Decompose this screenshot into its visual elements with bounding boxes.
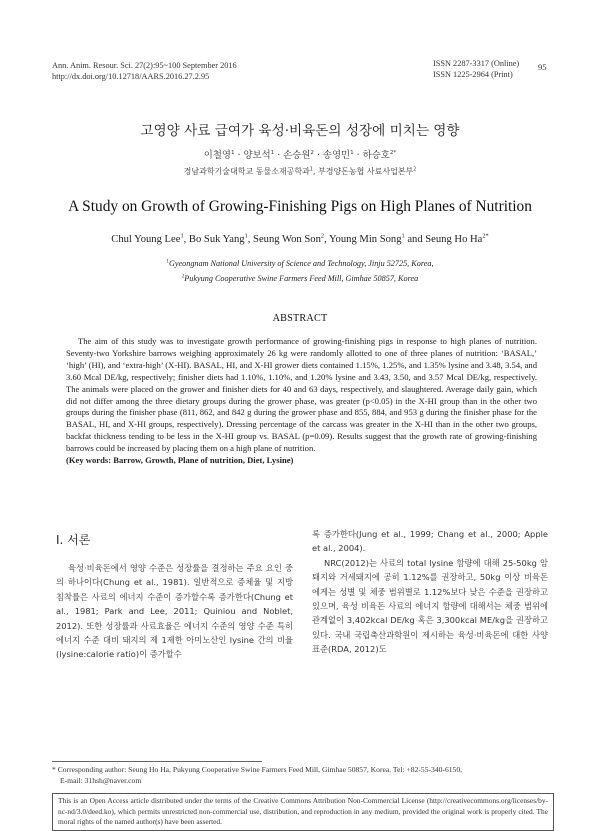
intro-paragraph-1-continued: 록 증가한다(Jung et al., 1999; Chang et al., 2000; Apple et al., 2004). xyxy=(312,529,548,554)
abstract-text: The aim of this study was to investigate growth performance of growing-finishing pigs in response to high planes of nutrition. Seventy-two Yorkshire barrows weighing approximately 26 kg were randomly allotted to one of three planes of nutrition: ‘BASAL,’ ‘high’ (HI), and ‘extra-high’ (X-HI). BASAL, HI, and X-HI grower diets contained 1.15%, 1.25%, and 1.35% lysine and 3.48, 3.54, and 3.60 Mcal DE/kg, respectively; finisher diets had 1.10%, 1.10%, and 1.20% lysine and 3.43, 3.50, and 3.57 Mcal DE/kg, respectively. The animals were placed on the grower and finisher diets for 40 and 63 days, respectively, and slaughtered. Average daily gain, which did not differ among the three dietary groups during the grower phase, was greater (p<0.05) in the X-HI group than in the other two groups during the finisher phase (811, 862, and 842 g during the grower phase and 855, 884, and 953 g during the finisher phase for the BASAL, HI, and X-HI groups, respectively). Dressing percentage of the carcass was greater in the X-HI than in the other two groups, backfat thickness tending to be less in the X-HI group vs. BASAL (p=0.09). Results suggest that the growth rate of growing-finishing barrows could be increased by placing them on a high plane of nutrition. (Key words: Barrow, Growth, Plane of nutrition, Diet, Lysine) xyxy=(66,336,537,466)
author-name: Seung Ho Ha xyxy=(425,234,483,245)
author-name: 송영민 xyxy=(322,150,351,161)
affiliation-mark: 2 xyxy=(181,274,185,280)
author-name: Young Min Song xyxy=(328,234,402,245)
author-affiliation-mark: 1 xyxy=(244,232,248,240)
affiliation-text: Pukyung Cooperative Swine Farmers Feed Mill, Gimhae 50857, Korea xyxy=(184,274,419,283)
author-affiliation-mark: 1 xyxy=(180,232,184,240)
corresponding-author-footnote xyxy=(52,765,552,786)
korean-authors: 이철영$^1$ · 양보석$^1$ · 손승원$^2$ · 송영민$^1$ · 하승호$^{2*}$ xyxy=(203,149,397,161)
affiliation-text: 경남과학기술대학교 동물소재공학과 xyxy=(183,167,310,176)
journal-citation: Ann. Anim. Resour. Sci. 27(2):95~100 September 2016 xyxy=(52,61,237,70)
left-column xyxy=(56,561,293,662)
author-name: Seung Won Son xyxy=(253,234,321,245)
footnote-divider xyxy=(52,761,262,762)
english-authors: Chul Young Lee$^1$, Bo Suk Yang$^1$, Seung Won Son$^2$, Young Min Song$^1$ and Seung Ho $Ha^{2*}$ xyxy=(111,232,489,245)
intro-paragraph-2: NRC(2012)는 사료의 total lysine 함량에 대해 25-50kg 암퇘지와 거세돼지에 공히 1.12%를 권장하고, 50kg 이상 비육돈에게는 성별 및 체중 범위별로 1.12%보다 낮은 수준을 권장하고 있으며, 육성 비육돈 사료의 에너지 함량에 대해서는 체중 범위에 관계없이 3,402kcal DE/kg 혹은 3,300kcal ME/kg을 권장하고 있다. 국내 국립축산과학원이 제시하는 육성·비육돈에 대한 사양표준(RDA, 2012)도 xyxy=(312,557,548,655)
author-affiliation-mark: 2* xyxy=(482,232,489,240)
author-affiliation-mark: 1 xyxy=(230,149,235,156)
author-name: 이철영 xyxy=(203,150,231,161)
author-name: Bo Suk Yang xyxy=(188,234,245,245)
keywords: (Key words: Barrow, Growth, Plane of nutrition, Diet, Lysine) xyxy=(66,455,294,466)
affiliation-mark: 1 xyxy=(309,167,313,173)
correspondence-line: * Corresponding author: Seung Ho Ha, Pukyung Cooperative Swine Farmers Feed Mill, Gimhae 50857, Korea. Tel: +82-55-340-6150, xyxy=(52,765,463,774)
affiliation-line xyxy=(0,271,600,286)
intro-paragraph-1: 육성·비육돈에서 영양 수준은 성장률을 결정하는 주요 요인 중의 하나이다(Chung et al., 1981). 일반적으로 증체율 및 지방 침착률은 사료의 에너지 수준이 증가할수록 증가한다(Chung et al., 1981; Park and Lee, 2011; Quiniou and Noblet, 2012). 또한 성장률과 사료효율은 에너지 수준의 영양 수준 특히 에너지 수준 대비 돼지의 제 1제한 아미노산인 lysine 간의 비율(lysine:calorie ratio)이 증가할수 xyxy=(56,563,293,660)
issn-online: ISSN 2287-3317 (Online) xyxy=(433,59,520,68)
author-affiliation-mark: 1 xyxy=(350,149,354,156)
issn-block xyxy=(433,58,519,80)
author-affiliation-mark: 1 xyxy=(270,149,275,156)
korean-affiliations: 경남과학기술대학교 동물소재공학과$^1$, 부경양돈농협 사료사업본부$^2$ xyxy=(183,167,417,176)
affiliation-text: Gyeongnam National University of Science and Technology, Jinju 52725, Korea, xyxy=(168,259,434,268)
affiliation-mark: 1 xyxy=(166,259,169,265)
author-name: 손승원 xyxy=(283,150,311,161)
author-name: Chul Young Lee xyxy=(111,234,181,245)
english-affiliations xyxy=(0,256,600,286)
author-affiliation-mark: 2 xyxy=(310,149,314,156)
right-column xyxy=(312,527,548,657)
author-name: 하승호 xyxy=(362,150,390,161)
affiliation-mark: 2 xyxy=(413,167,417,173)
author-affiliation-mark: 2* xyxy=(389,149,397,156)
doi-link[interactable]: http://dx.doi.org/10.12718/AARS.2016.27.2.95 xyxy=(52,72,210,81)
affiliation-text: 부경양돈농협 사료사업본부 xyxy=(318,167,414,176)
english-title: A Study on Growth of Growing-Finishing Pigs on High Planes of Nutrition xyxy=(68,198,532,215)
abstract-heading: ABSTRACT xyxy=(272,313,328,324)
page-number: 95 xyxy=(538,62,547,72)
section-heading-introduction: Ⅰ. 서론 xyxy=(56,533,91,547)
license-notice: This is an Open Access article distributed under the terms of the Creative Commons Attribution Non-Commercial License (http://creativecommons.org/licenses/by-nc-nd/3.0/deed.ko), which permits unrestricted non-commercial use, distribution, and reproduction in any medium, provided the original work is properly cited. The moral rights of the named author(s) have been asserted. xyxy=(52,793,554,831)
email-line[interactable]: E-mail: 31hsh@naver.com xyxy=(60,775,142,785)
journal-header xyxy=(52,60,237,82)
author-affiliation-mark: 2 xyxy=(320,232,325,240)
affiliation-line xyxy=(0,256,600,271)
author-name: 양보석 xyxy=(243,150,271,161)
author-affiliation-mark: 1 xyxy=(401,232,405,240)
abstract-body xyxy=(66,336,537,467)
korean-title: 고영양 사료 급여가 육성·비육돈의 성장에 미치는 영향 xyxy=(140,123,460,139)
issn-print: ISSN 1225-2964 (Print) xyxy=(433,70,513,79)
